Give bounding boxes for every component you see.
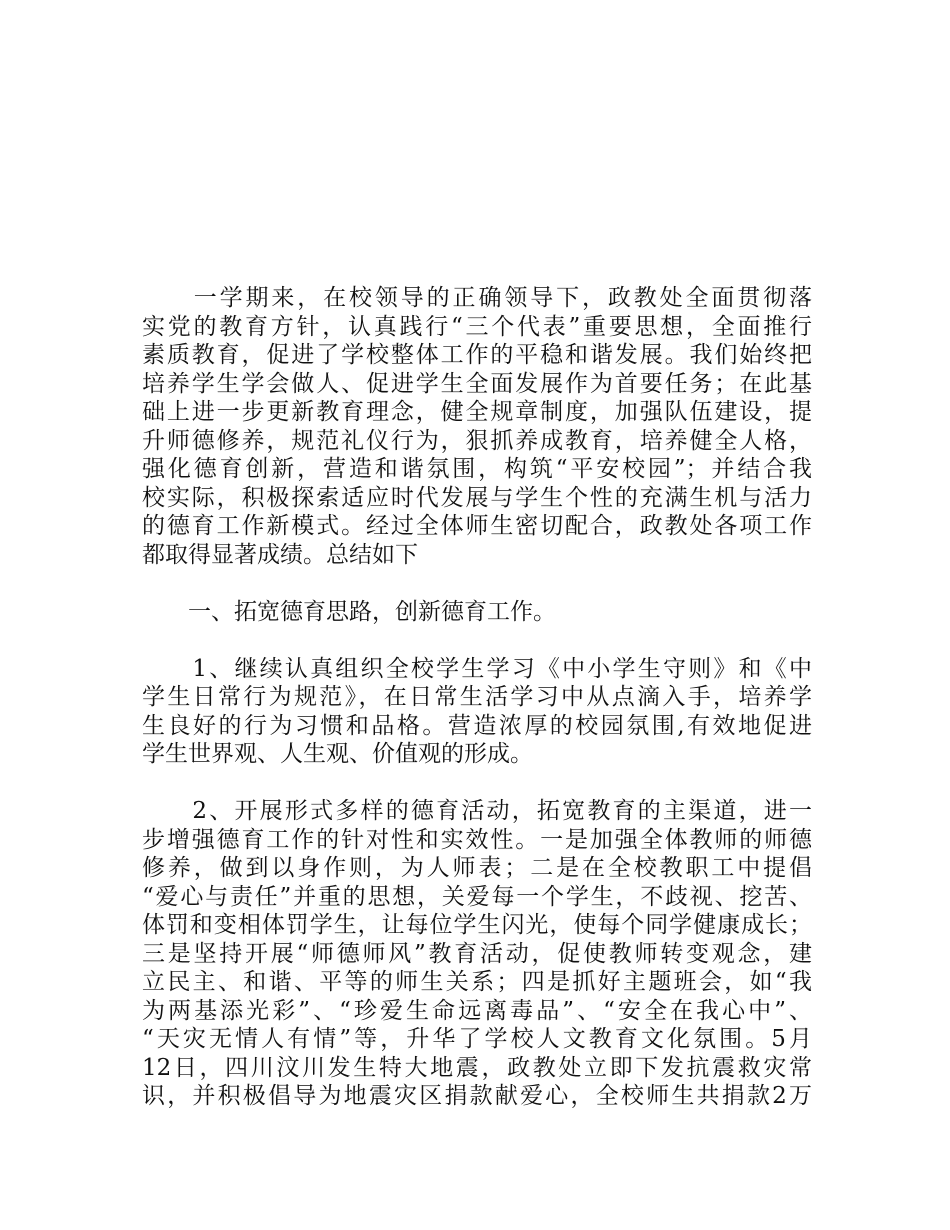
text-line: 素质教育，促进了学校整体工作的平稳和谐发展。我们始终把 <box>142 342 812 368</box>
text-line: 三是坚持开展“师德师风”教育活动，促使教师转变观念，建 <box>142 940 812 967</box>
text-line: 升师德修养，规范礼仪行为，狠抓养成教育，培养健全人格， <box>142 427 812 454</box>
text-line: 础上进一步更新教育理念，健全规章制度，加强队伍建设，提 <box>142 399 812 425</box>
text-line: 2、开展形式多样的德育活动，拓宽教育的主渠道，进一 <box>142 798 812 824</box>
text-line: 为两基添光彩”、“珍爱生命远离毒品”、“安全在我心中”、 <box>142 997 812 1024</box>
text-line: 生良好的行为习惯和品格。营造浓厚的校园氛围,有效地促进 <box>142 712 812 739</box>
text-line: 都取得显著成绩。总结如下 <box>142 541 418 568</box>
text-line: 步增强德育工作的针对性和实效性。一是加强全体教师的师德 <box>142 826 812 853</box>
text-line: 体罚和变相体罚学生，让每位学生闪光，使每个同学健康成长； <box>142 912 812 938</box>
text-line: 1、继续认真组织全校学生学习《中小学生守则》和《中 <box>142 655 812 682</box>
text-line: “天灾无情人有情”等，升华了学校人文教育文化氛围。5月 <box>142 1026 812 1052</box>
document-body <box>142 284 812 1111</box>
text-line: “爱心与责任”并重的思想，关爱每一个学生，不歧视、挖苦、 <box>142 883 812 910</box>
paragraph-gap <box>142 626 812 655</box>
text-line: 修养，做到以身作则，为人师表；二是在全校教职工中提倡 <box>142 855 812 881</box>
item2-paragraph <box>142 797 812 1111</box>
text-line: 的德育工作新模式。经过全体师生密切配合，政教处各项工作 <box>142 513 812 539</box>
text-line: 培养学生学会做人、促进学生全面发展作为首要任务；在此基 <box>142 370 812 397</box>
text-line: 12日，四川汶川发生特大地震，政教处立即下发抗震救灾常 <box>142 1054 812 1081</box>
text-line: 一学期来，在校领导的正确领导下，政教处全面贯彻落 <box>142 285 812 311</box>
section-heading: 一、拓宽德育思路，创新德育工作。 <box>142 598 556 625</box>
paragraph-gap <box>142 569 812 598</box>
intro-paragraph <box>142 284 812 569</box>
item1-paragraph <box>142 655 812 769</box>
text-line: 强化德育创新，营造和谐氛围，构筑“平安校园”；并结合我 <box>142 456 812 482</box>
paragraph-gap <box>142 769 812 798</box>
text-line: 学生日常行为规范》，在日常生活学习中从点滴入手，培养学 <box>142 684 812 710</box>
text-line: 学生世界观、人生观、价值观的形成。 <box>142 741 533 767</box>
text-line: 立民主、和谐、平等的师生关系；四是抓好主题班会，如“我 <box>142 969 812 995</box>
text-line: 识，并积极倡导为地震灾区捐款献爱心，全校师生共捐款2万 <box>142 1083 812 1109</box>
text-line: 校实际，积极探索适应时代发展与学生个性的充满生机与活力 <box>142 484 812 511</box>
text-line: 实党的教育方针，认真践行“三个代表”重要思想，全面推行 <box>142 313 812 340</box>
